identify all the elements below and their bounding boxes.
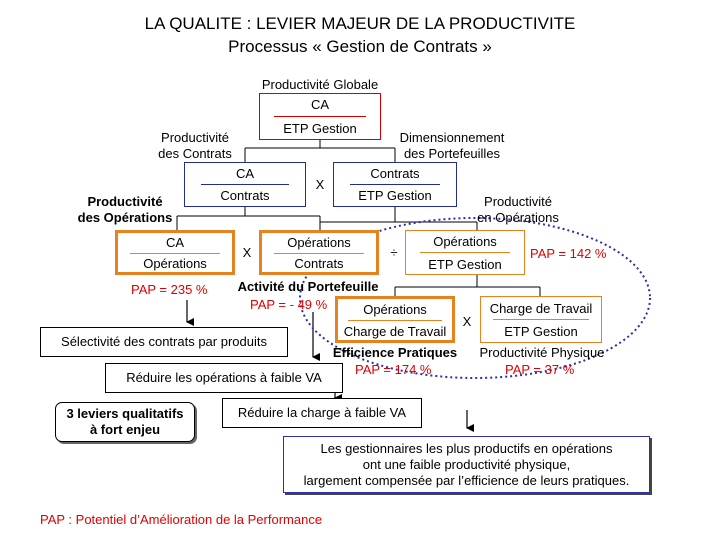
label-line: des Contrats	[158, 146, 232, 161]
productivite-contrats-label	[150, 130, 240, 162]
ca-operations-box	[115, 230, 235, 275]
fraction-numerator: Opérations	[363, 302, 427, 317]
label-line: en Opérations	[477, 210, 559, 225]
fraction-numerator: CA	[165, 235, 185, 250]
label-line: ont une faible productivité physique,	[362, 457, 571, 472]
fraction-bar	[201, 184, 289, 185]
fraction-bar	[493, 319, 589, 320]
productivite-operations-label	[70, 194, 180, 226]
efficience-pratiques-label: Efficience Pratiques	[332, 345, 458, 360]
pap-174: PAP = 174 %	[355, 362, 432, 377]
fraction-numerator: CA	[235, 166, 255, 181]
pap-235: PAP = 235 %	[131, 282, 208, 297]
label-line: largement compensée par l’efficience de leurs pratiques.	[303, 473, 630, 488]
pap-142: PAP = 142 %	[530, 246, 607, 261]
multiply-operator: X	[462, 314, 472, 329]
pap-minus-49: PAP = - 49 %	[250, 297, 328, 312]
fraction-bar	[348, 320, 442, 321]
fraction-bar	[350, 184, 440, 185]
fraction-denominator: Contrats	[294, 256, 344, 271]
fraction-bar	[274, 253, 364, 254]
multiply-operator: X	[315, 177, 325, 192]
label-line: des Portefeuilles	[403, 146, 501, 161]
operations-etp-box	[405, 230, 525, 275]
fraction-bar	[274, 116, 366, 117]
label-line: Productivité	[87, 194, 163, 209]
dimensionnement-label	[390, 130, 514, 162]
fraction-numerator: Opérations	[433, 234, 497, 249]
page-subtitle: Processus « Gestion de Contrats »	[228, 37, 492, 56]
leviers-box	[55, 402, 195, 442]
action-selectivite: Sélectivité des contrats par produits	[40, 327, 288, 357]
action-reduire-charge: Réduire la charge à faible VA	[222, 398, 422, 428]
fraction-numerator: Charge de Travail	[489, 301, 593, 316]
activite-portefeuille-label: Activité du Portefeuille	[237, 279, 379, 294]
fraction-denominator: ETP Gestion	[283, 121, 357, 136]
divide-operator: ÷	[390, 245, 398, 260]
label-line: 3 leviers qualitatifs	[66, 406, 184, 421]
fraction-denominator: Opérations	[143, 256, 207, 271]
productivite-en-operations-label	[468, 194, 568, 226]
productivite-contrats-box	[184, 162, 306, 207]
efficience-pratiques-box	[335, 296, 455, 343]
fraction-denominator: ETP Gestion	[504, 324, 578, 339]
fraction-numerator: CA	[310, 97, 330, 112]
productivite-physique-label: Productivité Physique	[479, 345, 605, 360]
fraction-bar	[420, 252, 510, 253]
fraction-denominator: Charge de Travail	[343, 324, 447, 339]
productivite-physique-box	[480, 296, 602, 343]
fraction-numerator: Opérations	[287, 235, 351, 250]
label-line: à fort enjeu	[89, 422, 161, 437]
fraction-denominator: Contrats	[220, 188, 270, 203]
label-line: Productivité	[484, 194, 552, 209]
fraction-numerator: Contrats	[370, 166, 420, 181]
label-line: Les gestionnaires les plus productifs en opérations	[320, 441, 613, 456]
fraction-denominator: ETP Gestion	[358, 188, 432, 203]
productivite-globale-box	[259, 93, 381, 140]
pap-37: PAP = 37 %	[505, 362, 575, 377]
footnote: PAP : Potentiel d’Amélioration de la Performance	[40, 512, 323, 527]
multiply-operator: X	[242, 245, 252, 260]
fraction-bar	[130, 253, 220, 254]
label-line: Productivité	[161, 130, 229, 145]
operations-contrats-box	[259, 230, 379, 275]
productivite-globale-label: Productivité Globale	[261, 77, 379, 92]
page-title: LA QUALITE : LEVIER MAJEUR DE LA PRODUCTIVITE	[144, 14, 576, 33]
dimensionnement-box	[333, 162, 457, 207]
action-reduire-operations: Réduire les opérations à faible VA	[105, 363, 343, 393]
label-line: des Opérations	[77, 210, 173, 225]
label-line: Dimensionnement	[399, 130, 505, 145]
fraction-denominator: ETP Gestion	[428, 257, 502, 272]
conclusion-box	[283, 436, 650, 493]
